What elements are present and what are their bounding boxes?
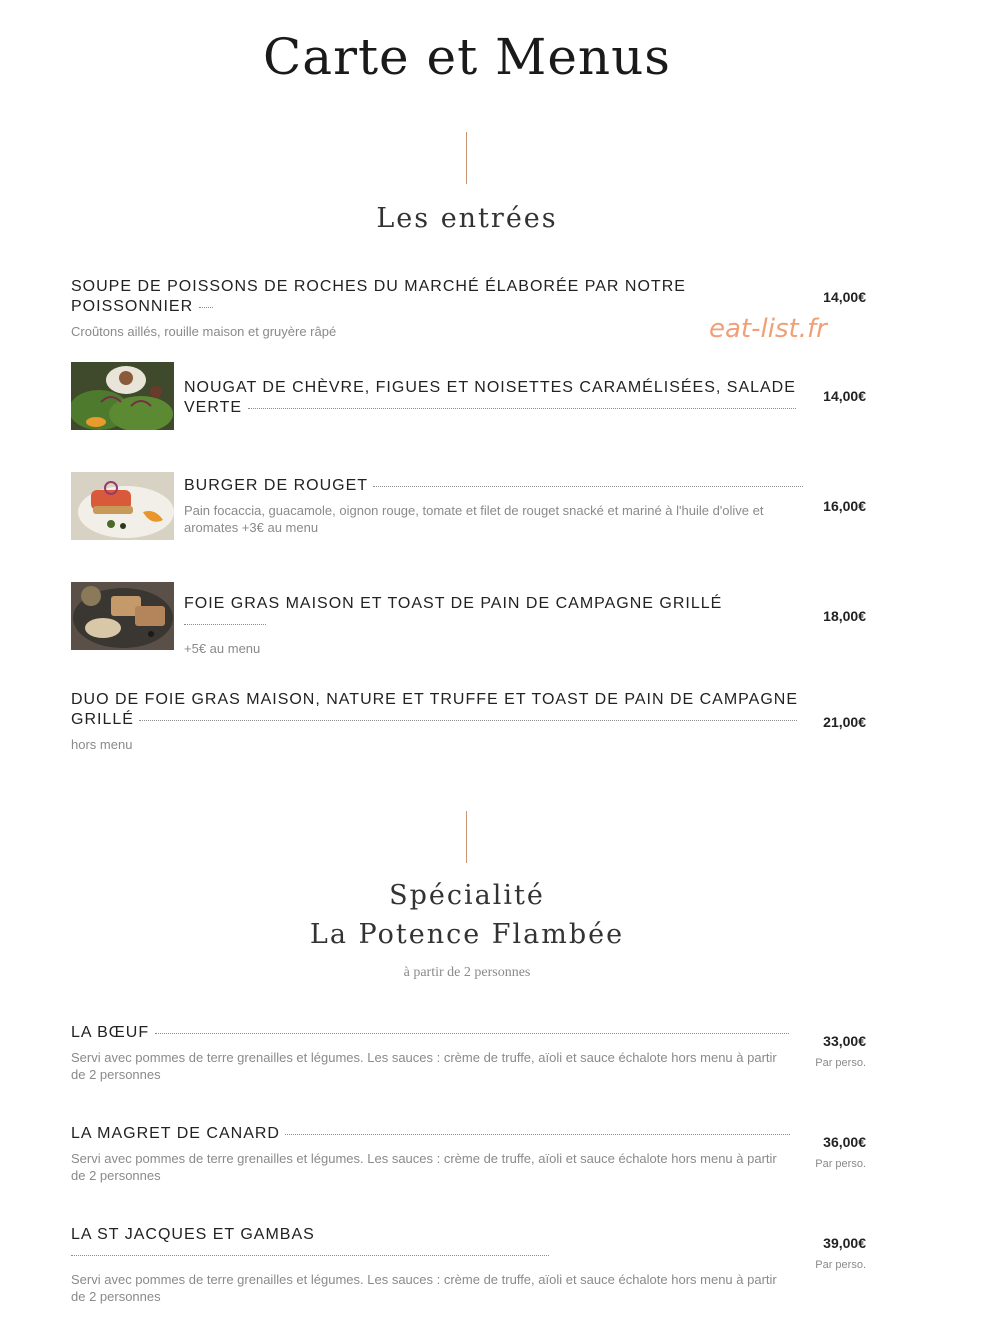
section-title-potence: La Potence Flambée <box>309 919 625 950</box>
item-price: 36,00€ <box>823 1134 866 1150</box>
item-description: Croûtons aillés, rouille maison et gruyère râpé <box>71 324 337 339</box>
menu-item <box>71 1124 866 1194</box>
item-description: Pain focaccia, guacamole, oignon rouge, tomate et filet de rouget snacké et mariné à l'huile d'olive et aromates +3€ au menu <box>184 503 764 535</box>
section-divider <box>466 811 467 863</box>
item-price: 16,00€ <box>823 498 866 514</box>
dish-photo <box>71 582 174 650</box>
item-description: Servi avec pommes de terre grenailles et légumes. Les sauces : crème de truffe, aïoli et sauce échalote hors menu à partir de 2 personnes <box>71 1151 777 1183</box>
dish-photo <box>71 362 174 430</box>
section-subtitle: à partir de 2 personnes <box>403 965 531 980</box>
menu-item <box>71 690 866 760</box>
item-description: hors menu <box>71 737 133 752</box>
item-name: DUO DE FOIE GRAS MAISON, NATURE ET TRUFFE ET TOAST DE PAIN DE CAMPAGNE GRILLÉ <box>71 691 798 728</box>
item-name: SOUPE DE POISSONS DE ROCHES DU MARCHÉ ÉLABORÉE PAR NOTRE POISSONNIER <box>71 278 686 315</box>
item-description: Servi avec pommes de terre grenailles et légumes. Les sauces : crème de truffe, aïoli et sauce échalote hors menu à partir de 2 personnes <box>71 1272 777 1304</box>
menu-item <box>71 582 866 656</box>
item-name: NOUGAT DE CHÈVRE, FIGUES ET NOISETTES CARAMÉLISÉES, SALADE VERTE <box>184 379 796 416</box>
item-name: LA MAGRET DE CANARD <box>71 1125 280 1142</box>
item-price: 18,00€ <box>823 608 866 624</box>
section-title-entrees: Les entrées <box>376 203 558 234</box>
item-name: LA BŒUF <box>71 1024 150 1041</box>
menu-item <box>71 1023 866 1093</box>
watermark: eat-list.fr <box>709 314 827 344</box>
section-title-specialite: Spécialité <box>389 880 545 911</box>
menu-item <box>71 1225 866 1304</box>
item-price: 14,00€ <box>823 289 866 305</box>
dish-photo <box>71 472 174 540</box>
item-price-unit: Par perso. <box>815 1158 866 1170</box>
item-description: +5€ au menu <box>184 641 261 656</box>
menu-item <box>71 362 866 432</box>
item-price: 39,00€ <box>823 1235 866 1251</box>
item-price: 14,00€ <box>823 388 866 404</box>
item-price: 33,00€ <box>823 1033 866 1049</box>
item-name: FOIE GRAS MAISON ET TOAST DE PAIN DE CAMPAGNE GRILLÉ <box>184 595 723 612</box>
page-title: Carte et Menus <box>263 28 671 86</box>
item-price: 21,00€ <box>823 714 866 730</box>
section-divider <box>466 132 467 184</box>
item-description: Servi avec pommes de terre grenailles et légumes. Les sauces : crème de truffe, aïoli et sauce échalote hors menu à partir de 2 personnes <box>71 1050 777 1082</box>
item-name: BURGER DE ROUGET <box>184 477 368 494</box>
item-price-unit: Par perso. <box>815 1259 866 1271</box>
menu-item <box>71 472 866 542</box>
item-name: LA ST JACQUES ET GAMBAS <box>71 1226 315 1243</box>
item-price-unit: Par perso. <box>815 1057 866 1069</box>
